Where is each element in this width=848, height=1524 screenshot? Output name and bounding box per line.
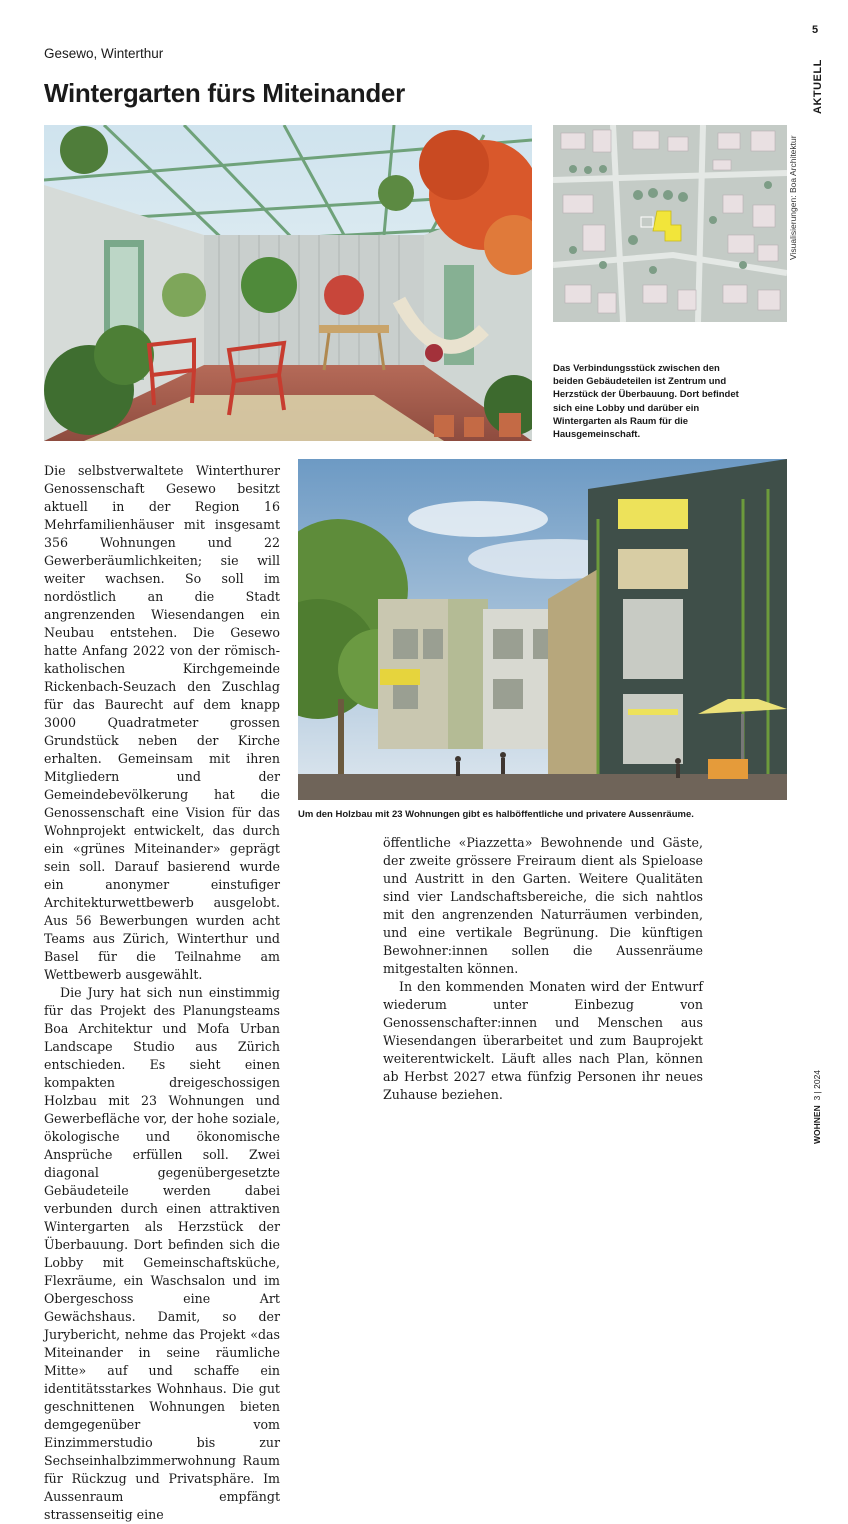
kicker: Gesewo, Winterthur [44, 46, 164, 61]
headline: Wintergarten fürs Miteinander [44, 78, 405, 108]
image-credit-text: Visualisierungen: Boa Architektur [788, 135, 798, 260]
magazine-name: WOHNEN [812, 1105, 822, 1144]
footer [808, 1060, 828, 1146]
siteplan-image [553, 125, 787, 322]
article-column-left [44, 462, 280, 1524]
siteplan-map [553, 125, 787, 322]
wintergarden-image [44, 125, 532, 441]
footer-text [812, 1070, 822, 1144]
image-credit [786, 126, 800, 262]
page-number: 5 [812, 24, 819, 36]
siteplan-caption: Das Verbindungsstück zwischen den beiden Gebäudeteilen ist Zentrum und Herzstück der Überbauung. Dort befindet sich eine Lobby und darüber ein Wintergarten als Raum für die Hausgemeinschaft. [553, 363, 739, 441]
article-paragraph: Die Jury hat sich nun einstimmig für das Projekt des Planungsteams Boa Architektur und Mofa Urban Landscape Studio aus Zürich entschieden. Es sieht einen kompakten dreigeschossigen Holzbau mit 23 Wohnungen und Gewerbefläche vor, der hohe soziale, ökologische und ökonomische Ansprüche erfüllen soll. Zwei diagonal gegenübergesetzte Gebäudeteile werden dabei verbunden durch einen attraktiven Wintergarten als Herzstück der Überbauung. Dort befinden sich die Lobby mit Gemeinschaftsküche, Flexräume, ein Waschsalon und im Obergeschoss eine Art Gewächshaus. Damit, so der Jurybericht, nehme das Projekt «das Miteinander in seine räumliche Mitte» auf und schaffe ein identitätsstarkes Wohnhaus. Die gut geschnittenen Wohnungen bieten demgegenüber vom Einzimmerstudio bis zur Sechseinhalbzimmerwohnung Raum für Rückzug und Privatsphäre. Im Aussenraum empfängt strassenseitig eine [44, 985, 280, 1522]
article-paragraph: In den kommenden Monaten wird der Entwurf wiederum unter Einbezug von Genossenschafter:innen und Menschen aus Wiesendangen überarbeitet und zum Bauprojekt weiterentwickelt. Läuft alles nach Plan, können ab Herbst 2027 etwa fünfzig Personen ihr neues Zuhause beziehen. [383, 979, 703, 1102]
article-paragraph: öffentliche «Piazzetta» Bewohnende und Gäste, der zweite grössere Freiraum dient als Spieloase und Austritt in den Garten. Weitere Qualitäten sind vier Landschaftsbereiche, die sich nahtlos mit den angrenzenden Naturräumen verbinden, und eine vertikale Begrünung. Die künftigen Bewohner:innen sollen die Aussenräume mitgestalten können. [383, 835, 703, 976]
wintergarden-illustration [44, 125, 532, 441]
article-column-right [383, 834, 703, 1104]
building-image [298, 459, 787, 800]
section-label [806, 58, 832, 118]
article-paragraph: Die selbstverwaltete Winterthurer Genossenschaft Gesewo besitzt aktuell in der Region 16 Mehrfamilienhäuser mit insgesamt 356 Wohnungen und 22 Gewerberäumlichkeiten; sie will weiter wachsen. So soll im nordöstlich an die Stadt angrenzenden Wiesendangen ein Neubau entstehen. Die Gesewo hatte Anfang 2022 von der römisch-katholischen Kirchgemeinde Rickenbach-Seuzach den Zuschlag für das Baurecht auf dem knapp 3000 Quadratmeter grossen Grundstück neben der Kirche erhalten. Gemeinsam mit ihren Mitgliedern und der Gemeindebevölkerung hat die Genossenschaft eine Vision für das Wohnprojekt entwickelt, das durch ein «grünes Miteinander» geprägt sein soll. Darauf basierend wurde ein anonymer einstufiger Architekturwettbewerb ausgelobt. Aus 56 Bewerbungen wurden acht Teams aus Zürich, Winterthur und Basel für die Teilnahme am Wettbewerb ausgewählt. [44, 463, 280, 982]
building-caption: Um den Holzbau mit 23 Wohnungen gibt es halböffentliche und privatere Aussenräume. [298, 809, 694, 820]
section-label-text: AKTUELL [812, 59, 824, 114]
building-illustration [298, 459, 787, 800]
issue-number: 3 | 2024 [812, 1069, 822, 1101]
